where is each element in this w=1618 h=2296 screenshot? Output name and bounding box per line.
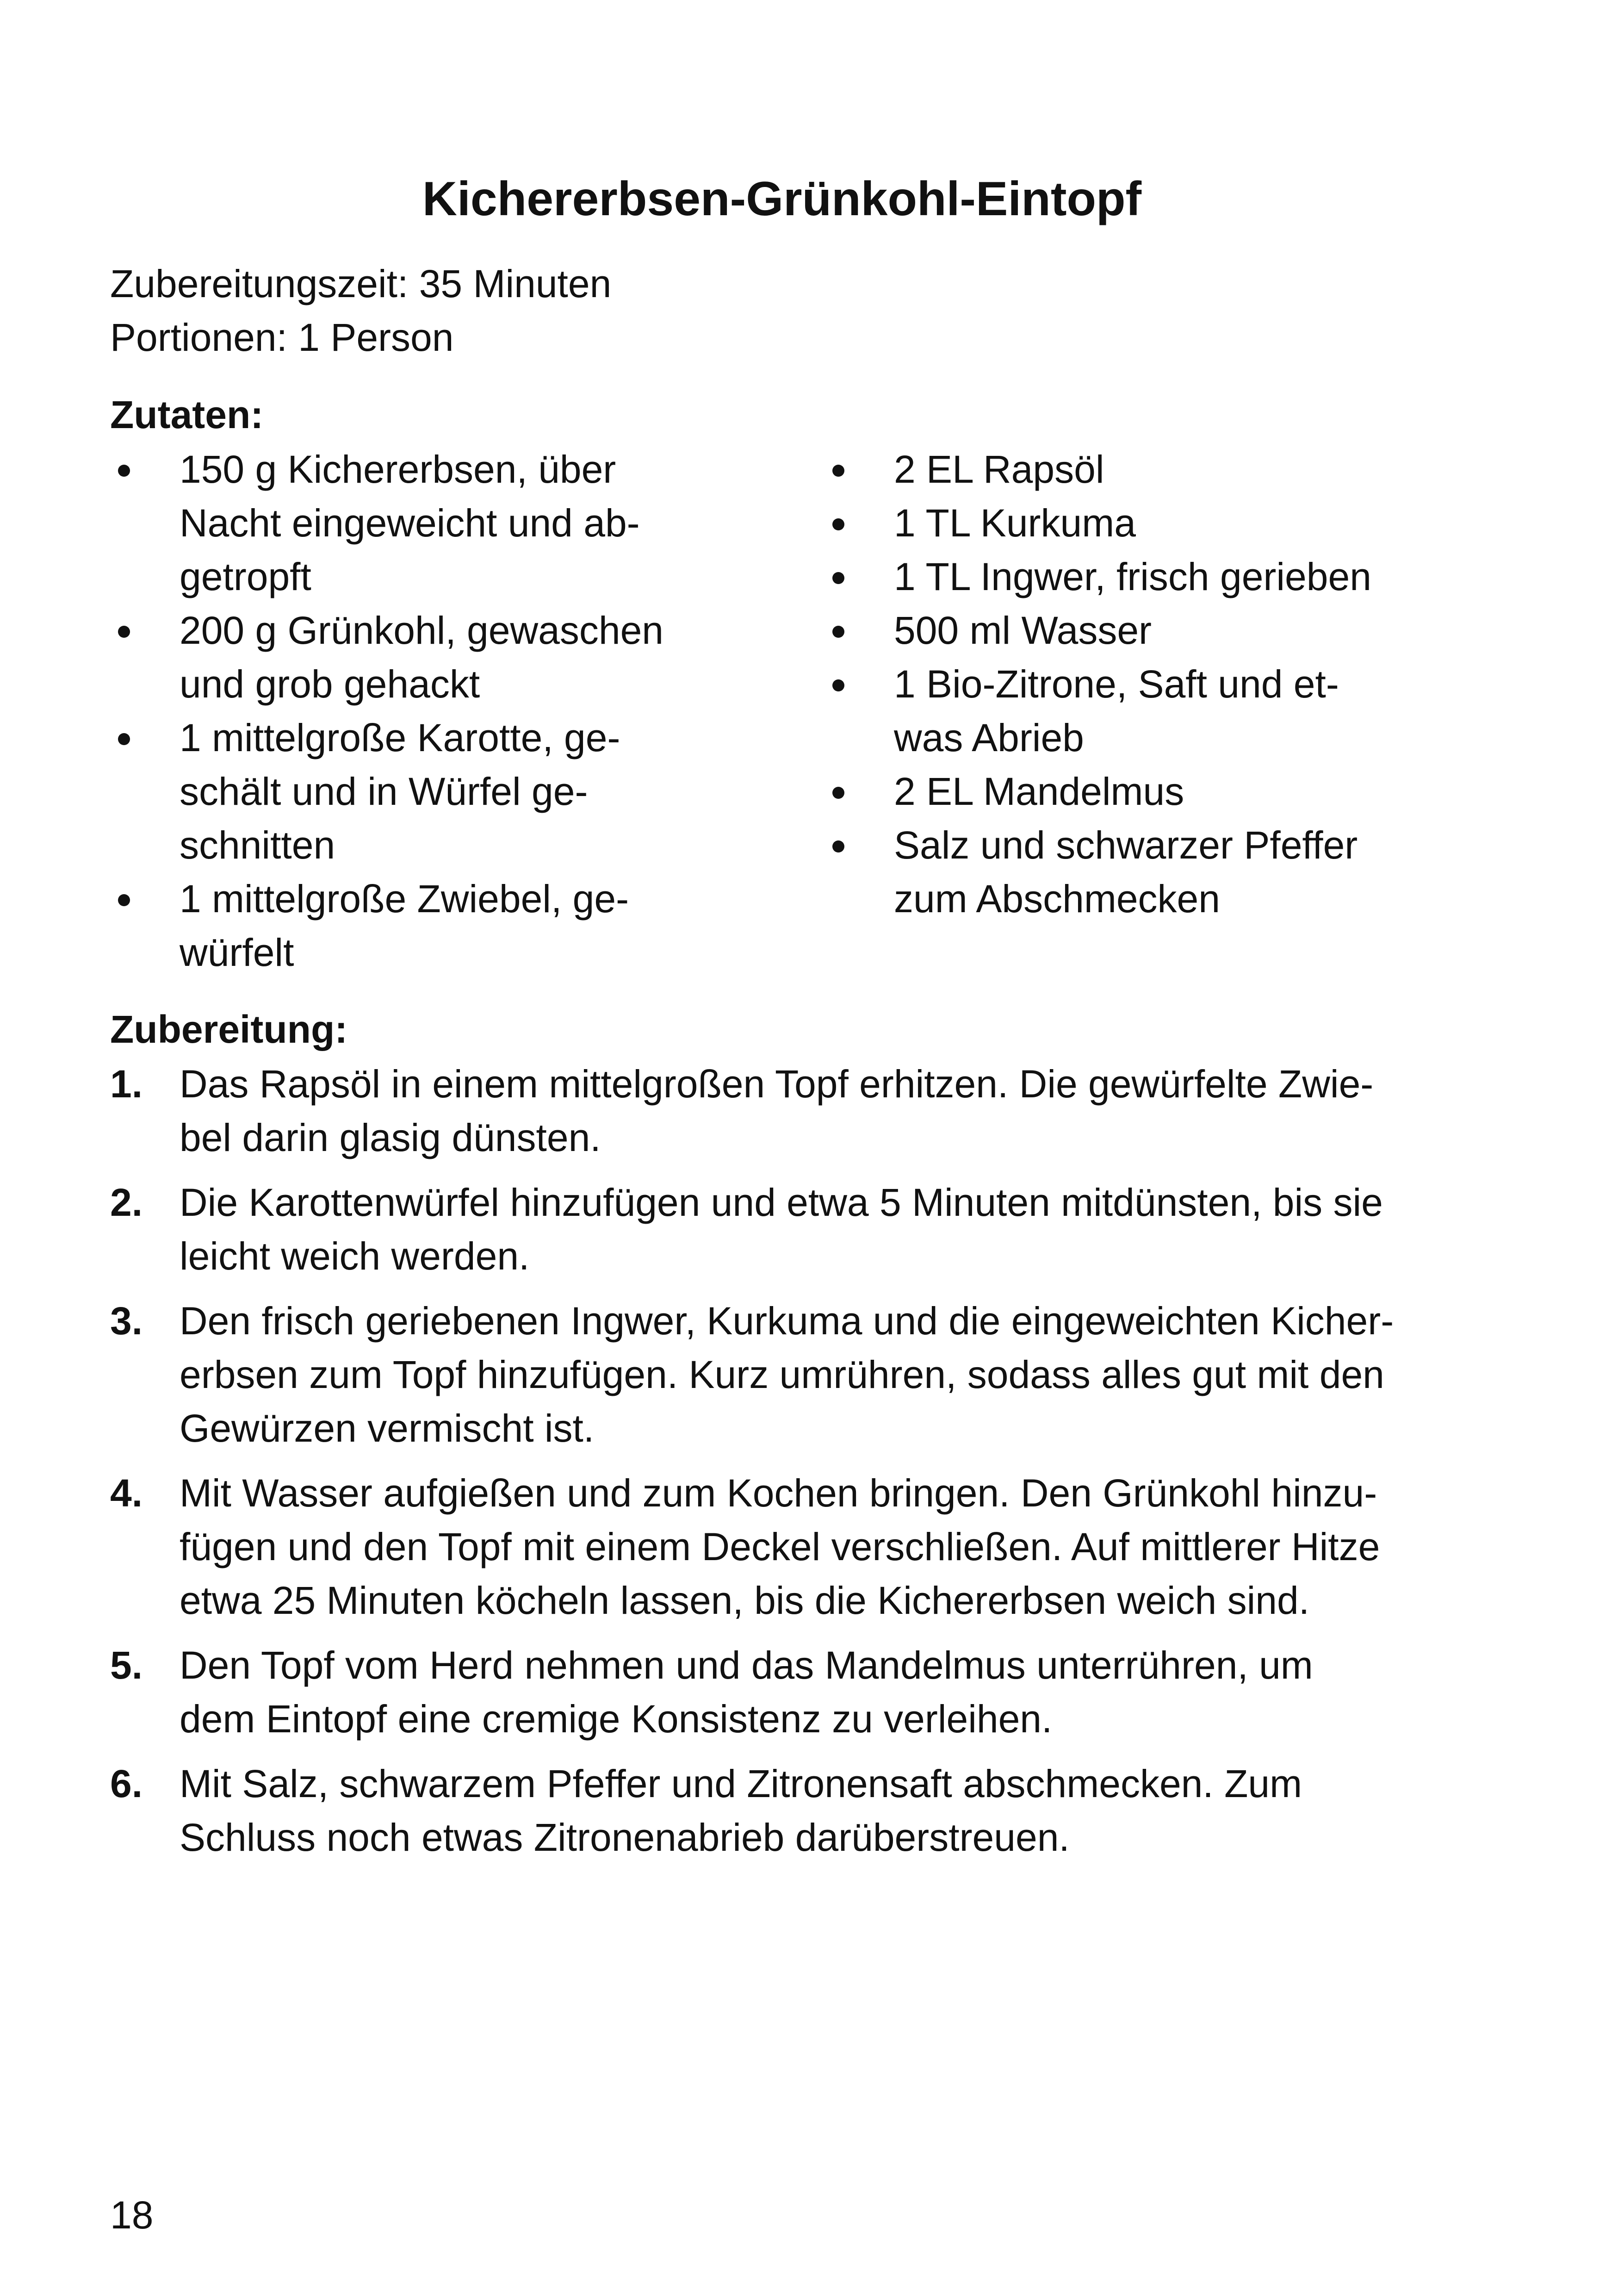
step-text: Mit Wasser aufgießen und zum Kochen bringen. Den Grünkohl hinzu- bbox=[180, 1471, 1377, 1515]
step-text: dem Eintopf eine cremige Konsistenz zu verleihen. bbox=[180, 1697, 1053, 1741]
bullet-icon bbox=[824, 818, 852, 872]
ingredient-text: 2 EL Mandelmus bbox=[894, 770, 1184, 813]
recipe-title: Kichererbsen-Grünkohl-Eintopf bbox=[422, 172, 1142, 226]
ingredient-text: Nacht eingeweicht und ab- bbox=[180, 501, 640, 545]
step-text: Den Topf vom Herd nehmen und das Mandelmus unterrühren, um bbox=[180, 1643, 1313, 1687]
bullet-icon bbox=[110, 872, 138, 926]
bullet-icon bbox=[110, 442, 138, 496]
preparation-step bbox=[110, 1057, 1406, 1164]
preparation-steps bbox=[110, 1057, 1406, 1875]
preparation-step bbox=[110, 1757, 1406, 1864]
ingredient-item bbox=[110, 872, 712, 979]
step-text: Schluss noch etwas Zitronenabrieb darüberstreuen. bbox=[180, 1816, 1070, 1859]
step-number: 5. bbox=[110, 1643, 143, 1687]
ingredients-list-left bbox=[110, 442, 712, 979]
prep-time: Zubereitungszeit: 35 Minuten bbox=[110, 262, 612, 305]
ingredient-text: Salz und schwarzer Pfeffer bbox=[894, 823, 1358, 867]
step-text: Das Rapsöl in einem mittelgroßen Topf erhitzen. Die gewürfelte Zwie- bbox=[180, 1062, 1374, 1106]
ingredient-item bbox=[110, 604, 712, 711]
ingredient-text: 1 Bio-Zitrone, Saft und et- bbox=[894, 662, 1339, 706]
page-number: 18 bbox=[110, 2193, 154, 2237]
ingredient-item bbox=[824, 604, 1426, 657]
bullet-icon bbox=[824, 604, 852, 657]
ingredient-text: 150 g Kichererbsen, über bbox=[180, 448, 616, 491]
ingredient-text: 1 TL Kurkuma bbox=[894, 501, 1136, 545]
ingredients-list-right bbox=[824, 442, 1426, 926]
ingredient-text: 1 mittelgroße Zwiebel, ge- bbox=[180, 877, 629, 921]
step-text: erbsen zum Topf hinzufügen. Kurz umrühren, sodass alles gut mit den bbox=[180, 1353, 1384, 1396]
step-text: Den frisch geriebenen Ingwer, Kurkuma und die eingeweichten Kicher- bbox=[180, 1299, 1394, 1343]
step-text: etwa 25 Minuten köcheln lassen, bis die Kichererbsen weich sind. bbox=[180, 1579, 1310, 1622]
ingredient-item bbox=[110, 442, 712, 604]
ingredient-item bbox=[824, 496, 1426, 550]
portions: Portionen: 1 Person bbox=[110, 316, 454, 359]
bullet-icon bbox=[824, 496, 852, 550]
ingredient-text: würfelt bbox=[180, 931, 294, 974]
step-text: Gewürzen vermischt ist. bbox=[180, 1406, 595, 1450]
step-number: 6. bbox=[110, 1762, 143, 1805]
step-number: 3. bbox=[110, 1299, 143, 1343]
preparation-step bbox=[110, 1176, 1406, 1283]
bullet-icon bbox=[824, 657, 852, 711]
ingredient-text: 500 ml Wasser bbox=[894, 609, 1152, 652]
bullet-icon bbox=[824, 765, 852, 818]
ingredient-item bbox=[824, 442, 1426, 496]
preparation-step bbox=[110, 1466, 1406, 1627]
ingredient-text: was Abrieb bbox=[894, 716, 1084, 759]
step-text: Mit Salz, schwarzem Pfeffer und Zitronensaft abschmecken. Zum bbox=[180, 1762, 1302, 1805]
step-text: leicht weich werden. bbox=[180, 1234, 530, 1278]
ingredients-heading: Zutaten: bbox=[110, 393, 264, 436]
ingredient-text: schält und in Würfel ge- bbox=[180, 770, 588, 813]
ingredient-text: getropft bbox=[180, 555, 311, 598]
ingredient-text: 1 mittelgroße Karotte, ge- bbox=[180, 716, 620, 759]
preparation-step bbox=[110, 1638, 1406, 1746]
ingredient-text: schnitten bbox=[180, 823, 335, 867]
ingredient-item bbox=[824, 657, 1426, 765]
preparation-step bbox=[110, 1294, 1406, 1455]
step-text: Die Karottenwürfel hinzufügen und etwa 5 Minuten mitdünsten, bis sie bbox=[180, 1181, 1383, 1224]
step-number: 2. bbox=[110, 1181, 143, 1224]
step-text: bel darin glasig dünsten. bbox=[180, 1116, 601, 1159]
ingredient-text: zum Abschmecken bbox=[894, 877, 1220, 921]
bullet-icon bbox=[824, 442, 852, 496]
ingredient-text: und grob gehackt bbox=[180, 662, 480, 706]
ingredient-item bbox=[110, 711, 712, 872]
step-number: 4. bbox=[110, 1471, 143, 1515]
bullet-icon bbox=[110, 711, 138, 765]
ingredient-text: 200 g Grünkohl, gewaschen bbox=[180, 609, 664, 652]
step-text: fügen und den Topf mit einem Deckel verschließen. Auf mittlerer Hitze bbox=[180, 1525, 1380, 1568]
ingredient-item bbox=[824, 765, 1426, 818]
recipe-meta bbox=[110, 257, 611, 364]
ingredient-item bbox=[824, 550, 1426, 604]
ingredient-text: 1 TL Ingwer, frisch gerieben bbox=[894, 555, 1371, 598]
preparation-heading: Zubereitung: bbox=[110, 1008, 348, 1051]
bullet-icon bbox=[824, 550, 852, 604]
ingredient-text: 2 EL Rapsöl bbox=[894, 448, 1104, 491]
bullet-icon bbox=[110, 604, 138, 657]
ingredient-item bbox=[824, 818, 1426, 926]
step-number: 1. bbox=[110, 1062, 143, 1106]
